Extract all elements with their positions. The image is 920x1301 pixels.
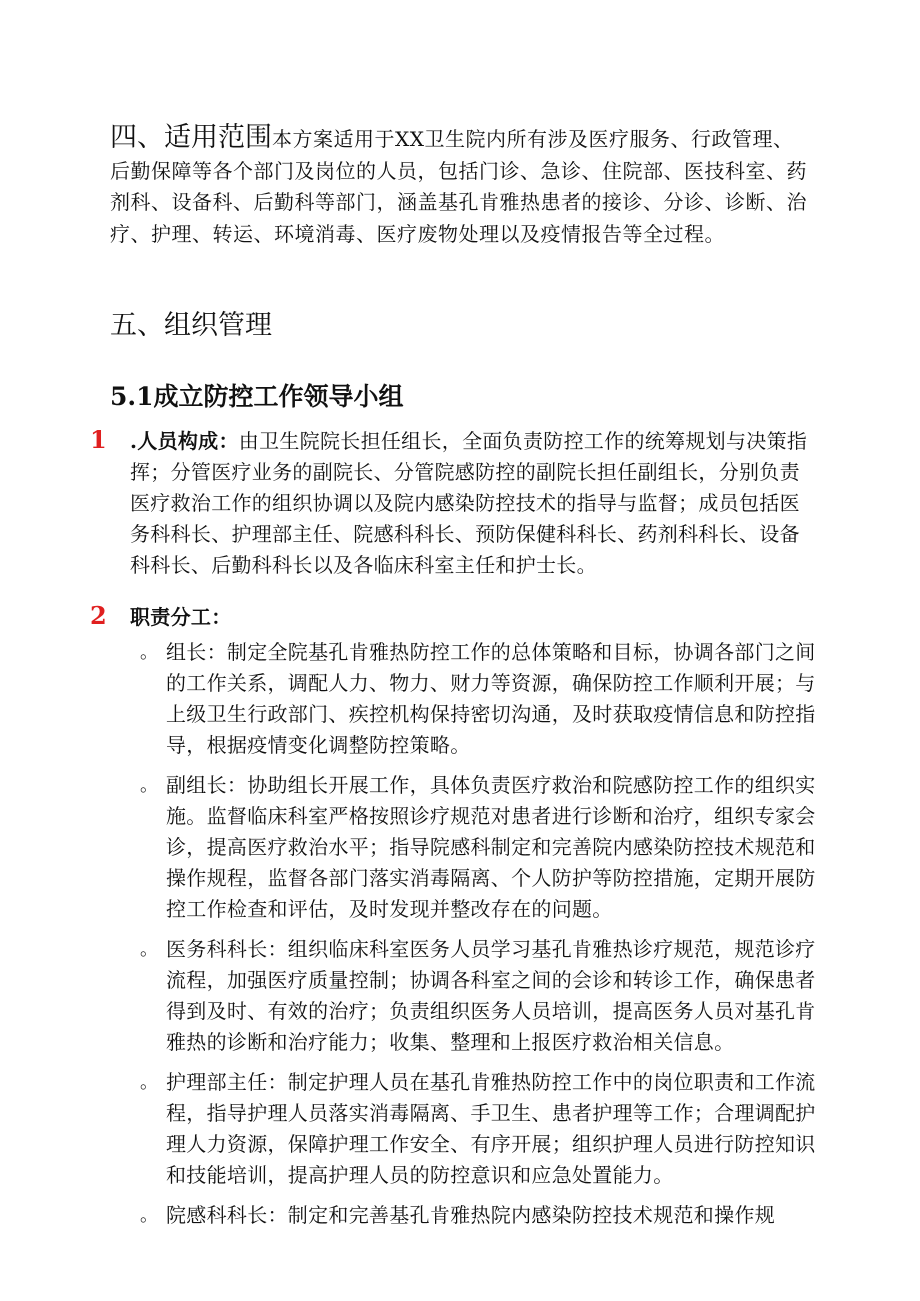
item-number: 1 xyxy=(90,425,107,454)
item-personnel xyxy=(90,424,820,581)
item-label: 人员构成： xyxy=(137,429,239,453)
duty-text: 护理部主任：制定护理人员在基孔肯雅热防控工作中的岗位职责和工作流程，指导护理人员落实消毒隔离、手卫生、患者护理等工作；合理调配护理人力资源，保障护理工作安全、有序开展；组织护理人员进行防控知识和技能培训，提高护理人员的防控意识和应急处置能力。 xyxy=(166,1070,816,1187)
bullet-marker: 。 xyxy=(140,1205,159,1226)
duty-text: 医务科科长：组织临床科室医务人员学习基孔肯雅热诊疗规范，规范诊疗流程，加强医疗质量控制；协调各科室之间的会诊和转诊工作，确保患者得到及时、有效的治疗；负责组织医务人员培训，提高医务人员对基孔肯雅热的诊断和治疗能力；收集、整理和上报医疗救治相关信息。 xyxy=(166,937,816,1054)
section-4-paragraph xyxy=(110,122,810,250)
bullet-marker: 。 xyxy=(140,939,159,960)
section-5-heading: 五、组织管理 xyxy=(110,310,272,341)
section-5-1-heading: 5.1成立防控工作领导小组 xyxy=(110,382,404,411)
duty-list xyxy=(140,637,820,1240)
duty-item-deputy-leader xyxy=(140,770,820,925)
duty-text: 副组长：协助组长开展工作，具体负责医疗救治和院感防控工作的组织实施。监督临床科室严格按照诊疗规范对患者进行诊断和治疗，组织专家会诊，提高医疗救治水平；指导院感科制定和完善院内感染防控技术规范和操作规程，监督各部门落实消毒隔离、个人防护等防控措施，定期开展防控工作检查和评估，及时发现并整改存在的问题。 xyxy=(166,773,816,921)
duty-text: 组长：制定全院基孔肯雅热防控工作的总体策略和目标，协调各部门之间的工作关系，调配人力、物力、财力等资源，确保防控工作顺利开展；与上级卫生行政部门、疾控机构保持密切沟通，及时获取疫情信息和防控指导，根据疫情变化调整防控策略。 xyxy=(166,640,816,757)
item-label: 职责分工： xyxy=(130,605,232,629)
item-dot: . xyxy=(130,429,138,453)
duty-text: 院感科科长：制定和完善基孔肯雅热院内感染防控技术规范和操作规 xyxy=(166,1203,775,1227)
duty-item-infection-control xyxy=(140,1200,820,1231)
duty-item-medical-affairs xyxy=(140,934,820,1058)
item-number: 2 xyxy=(90,601,107,630)
section-4-heading: 四、适用范围 xyxy=(110,122,272,153)
duty-item-leader xyxy=(140,637,820,761)
bullet-marker: 。 xyxy=(140,1072,159,1093)
bullet-marker: 。 xyxy=(140,775,159,796)
bullet-marker: 。 xyxy=(140,642,159,663)
duty-item-nursing xyxy=(140,1067,820,1191)
item-text: 由卫生院院长担任组长，全面负责防控工作的统筹规划与决策指挥；分管医疗业务的副院长、分管院感防控的副院长担任副组长，分别负责医疗救治工作的组织协调以及院内感染防控技术的指导与监督；成员包括医务科科长、护理部主任、院感科科长、预防保健科科长、药剂科科长、设备科科长、后勤科科长以及各临床科室主任和护士长。 xyxy=(130,429,808,577)
section-4-text: 本方案适用于XX卫生院内所有涉及医疗服务、行政管理、后勤保障等各个部门及岗位的人员，包括门诊、急诊、住院部、医技科室、药剂科、设备科、后勤科等部门，涵盖基孔肯雅热患者的接诊、分诊、诊断、治疗、护理、转运、环境消毒、医疗废物处理以及疫情报告等全过程。 xyxy=(110,127,807,246)
item-duties xyxy=(90,600,820,633)
